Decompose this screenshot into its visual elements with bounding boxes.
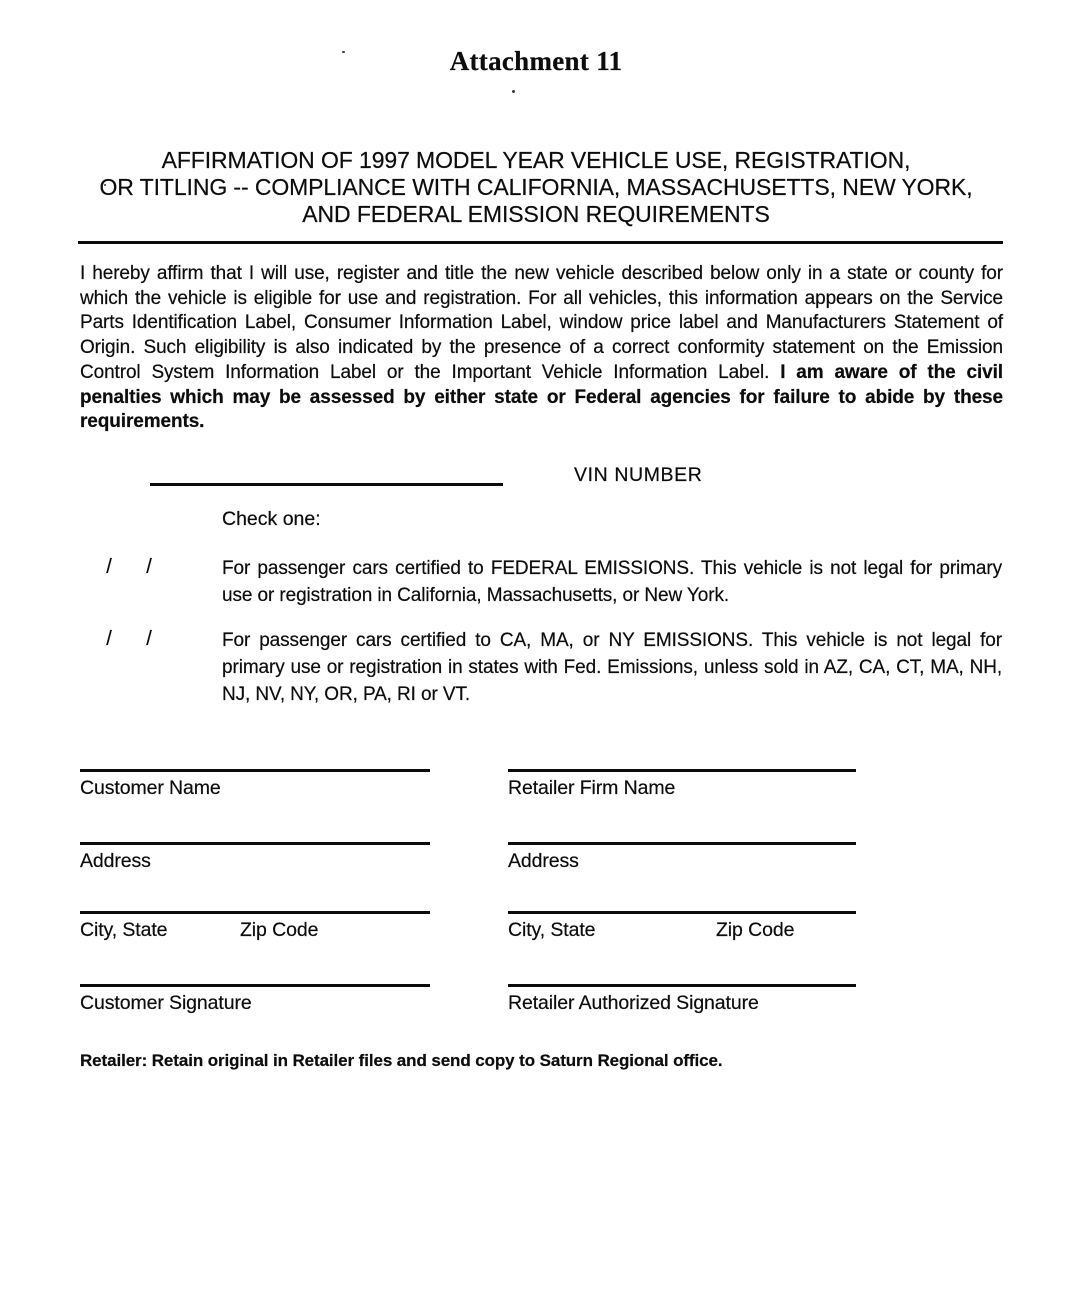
form-heading xyxy=(0,147,1072,228)
retailer-city-state-zip-line[interactable] xyxy=(508,911,856,914)
retailer-signature-label: Retailer Authorized Signature xyxy=(508,992,759,1014)
retailer-signature-line[interactable] xyxy=(508,984,856,987)
retailer-address-line[interactable] xyxy=(508,842,856,845)
heading-line-2: OR TITLING -- COMPLIANCE WITH CALIFORNIA, MASSACHUSETTS, NEW YORK, xyxy=(99,174,973,200)
customer-signature-line[interactable] xyxy=(80,984,430,987)
customer-name-line[interactable] xyxy=(80,769,430,772)
retailer-address-field xyxy=(508,842,856,873)
customer-signature-label: Customer Signature xyxy=(80,992,252,1014)
option-ca-ma-ny-check-slash-left[interactable]: / xyxy=(106,628,112,650)
customer-name-label: Customer Name xyxy=(80,777,221,799)
customer-address-label: Address xyxy=(80,850,151,872)
affirmation-bold-text: I am aware of the civil penalties which may be assessed by either state or Federal agencies for failure to abide by these requirements. xyxy=(80,361,1003,433)
option-federal-check-slash-left[interactable]: / xyxy=(106,556,112,578)
customer-city-state-label: City, State xyxy=(80,919,168,941)
affirmation-text: I hereby affirm that I will use, register and title the new vehicle described below only in a state or county for which the vehicle is eligible for use and registration. For all vehicles, this information appears on the Service Parts Identification Label, Consumer Information Label, window price label and Manufacturers Statement of Origin. Such eligibility is also indicated by the presence of a correct conformity statement on the Emission Control System Information Label or the Important Vehicle Information Label. xyxy=(80,263,1003,383)
customer-address-line[interactable] xyxy=(80,842,430,845)
vin-label: VIN NUMBER xyxy=(574,464,703,486)
retailer-address-label: Address xyxy=(508,850,579,872)
retailer-firm-name-line[interactable] xyxy=(508,769,856,772)
scan-speck xyxy=(512,90,515,93)
option-ca-ma-ny-emissions-text: For passenger cars certified to CA, MA, or NY EMISSIONS. This vehicle is not legal for primary use or registration in states with Fed. Emissions, unless sold in AZ, CA, CT, MA, NH, NJ, NV, NY, OR, PA, RI or VT. xyxy=(222,630,1002,705)
check-one-label: Check one: xyxy=(222,508,321,530)
retailer-instruction-note: Retailer: Retain original in Retailer files and send copy to Saturn Regional office. xyxy=(80,1051,723,1070)
customer-city-state-zip-field xyxy=(80,911,430,942)
retailer-city-state-label: City, State xyxy=(508,919,596,941)
retailer-firm-name-field xyxy=(508,769,856,800)
customer-zip-code-label: Zip Code xyxy=(240,919,319,941)
customer-city-state-zip-line[interactable] xyxy=(80,911,430,914)
affirmation-paragraph xyxy=(80,262,1003,435)
heading-line-3: AND FEDERAL EMISSION REQUIREMENTS xyxy=(302,201,770,227)
customer-signature-field xyxy=(80,984,430,1015)
attachment-title: Attachment 11 xyxy=(449,46,623,76)
retailer-firm-name-label: Retailer Firm Name xyxy=(508,777,676,799)
retailer-city-state-zip-field xyxy=(508,911,856,942)
divider-rule xyxy=(78,241,1003,244)
option-federal-check-slash-right[interactable]: / xyxy=(146,556,152,578)
retailer-zip-code-label: Zip Code xyxy=(716,919,795,941)
customer-name-field xyxy=(80,769,430,800)
vin-entry-line[interactable] xyxy=(150,483,503,486)
option-ca-ma-ny-check-slash-right[interactable]: / xyxy=(146,628,152,650)
retailer-signature-field xyxy=(508,984,856,1015)
heading-line-1: AFFIRMATION OF 1997 MODEL YEAR VEHICLE USE, REGISTRATION, xyxy=(161,147,911,173)
option-federal-emissions-text: For passenger cars certified to FEDERAL EMISSIONS. This vehicle is not legal for primary use or registration in California, Massachusetts, or New York. xyxy=(222,558,1002,606)
customer-address-field xyxy=(80,842,430,873)
